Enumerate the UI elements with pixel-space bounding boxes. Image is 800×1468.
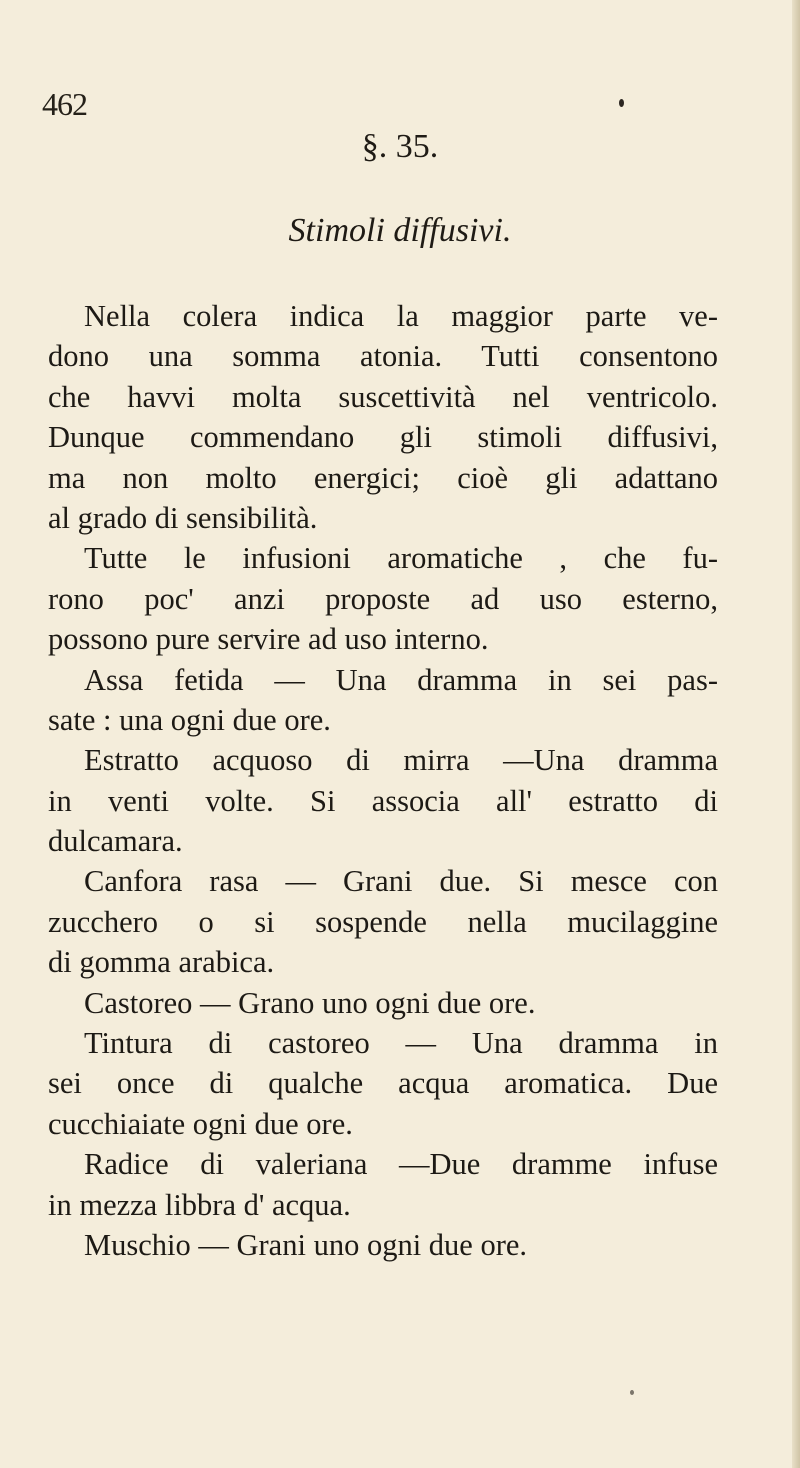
text-line: che havvi molta suscettività nel ventricolo. <box>48 379 718 414</box>
text-line: in mezza libbra d' acqua. <box>48 1187 351 1222</box>
text-line: Castoreo — Grano uno ogni due ore. <box>84 985 536 1020</box>
text-line: al grado di sensibilità. <box>48 500 318 535</box>
text-line: Estratto acquoso di mirra —Una dramma <box>84 743 718 778</box>
ink-speck <box>619 99 624 107</box>
text-line: Dunque commendano gli stimoli diffusivi, <box>48 420 718 455</box>
text-line: possono pure servire ad uso interno. <box>48 622 489 657</box>
text-line: ma non molto energici; cioè gli adattano <box>48 460 718 495</box>
text-line: zucchero o si sospende nella mucilaggine <box>48 904 718 939</box>
text-line: Radice di valeriana —Due dramme infuse <box>84 1147 718 1182</box>
ink-speck <box>630 1390 634 1395</box>
text-line: sate : una ogni due ore. <box>48 702 331 737</box>
text-line: sei once di qualche acqua aromatica. Due <box>48 1066 718 1101</box>
text-line: Muschio — Grani uno ogni due ore. <box>84 1227 528 1262</box>
text-line: dulcamara. <box>48 824 183 859</box>
text-line: Tintura di castoreo — Una dramma in <box>84 1026 718 1061</box>
text-line: Nella colera indica la maggior parte ve- <box>84 299 718 333</box>
text-line: Tutte le infusioni aromatiche , che fu- <box>84 541 718 576</box>
section-title: Stimoli diffusivi. <box>288 212 512 249</box>
page-number: 462 <box>42 86 87 122</box>
text-line: cucchiaiate ogni due ore. <box>48 1106 353 1141</box>
text-line: Canfora rasa — Grani due. Si mesce con <box>84 864 718 899</box>
text-line: in venti volte. Si associa all' estratto di <box>48 783 718 818</box>
text-line: di gomma arabica. <box>48 945 275 980</box>
text-line: Assa fetida — Una dramma in sei pas- <box>84 662 718 697</box>
body-text <box>48 296 718 1265</box>
text-line: dono una somma atonia. Tutti consentono <box>48 339 718 374</box>
section-heading: §. 35. <box>361 128 439 165</box>
text-line: rono poc' anzi proposte ad uso esterno, <box>48 581 718 616</box>
